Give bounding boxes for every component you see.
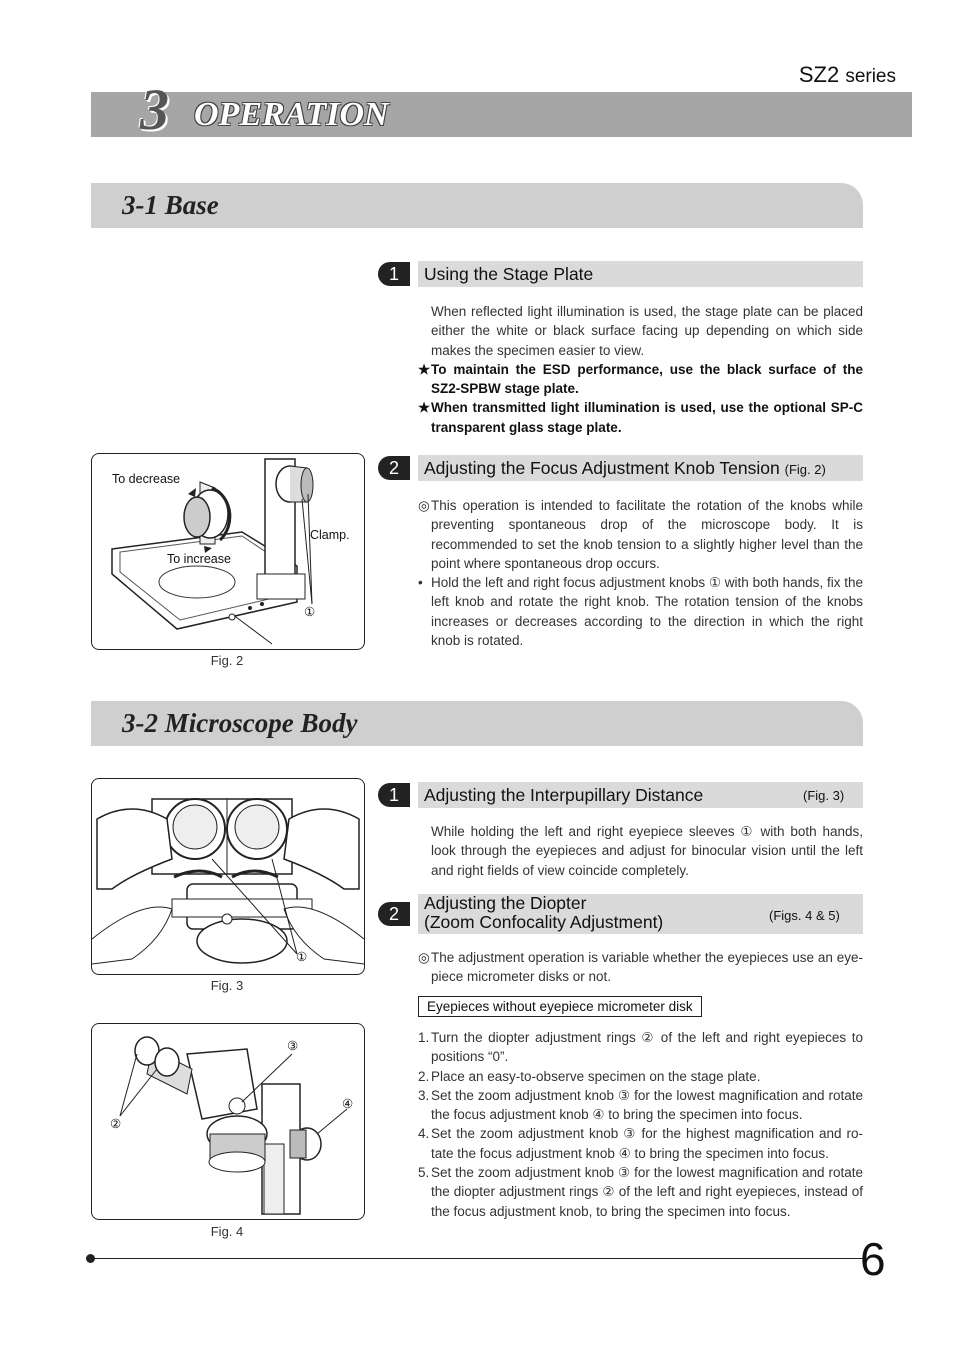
figure-4-illustration [92, 1024, 364, 1219]
double-circle-icon: ◎ [418, 498, 430, 513]
list-item [418, 1028, 863, 1067]
step-badge: 1 [378, 783, 410, 807]
step-number: 5. [418, 1165, 430, 1181]
knob-tension-bullet [418, 573, 863, 650]
figure-4-caption: Fig. 4 [210, 1224, 244, 1239]
step-number: 2. [418, 1068, 430, 1084]
list-item [418, 1124, 863, 1163]
figure-4 [91, 1023, 365, 1220]
figure-reference: (Fig. 2) [784, 462, 826, 477]
callout-3: ③ [287, 1039, 299, 1053]
step-text: Set the zoom adjustment knob ③ for the highest magnification and ro-tate the focus adjustment knob ④ to bring the specimen into focus. [431, 1126, 863, 1161]
subsection-title [424, 458, 826, 479]
step-text: Turn the diopter adjustment rings ② of the left and right eyepieces to positions “0”. [431, 1030, 863, 1065]
footer-rule [90, 1258, 864, 1259]
step-number: 1. [418, 1030, 430, 1045]
callout-1: ① [296, 950, 308, 964]
step-number: 3. [418, 1087, 430, 1103]
star-icon: ★ [418, 400, 431, 416]
figure-3-caption: Fig. 3 [210, 978, 244, 993]
stage-plate-text [418, 302, 863, 437]
step-text: Set the zoom adjustment knob ③ for the lowest magnification and rotate the focus adjustment knob ④ to bring the specimen into focus. [431, 1087, 863, 1123]
step-badge: 2 [378, 902, 410, 926]
page-number: 6 [860, 1233, 886, 1285]
note-glass-text: When transmitted light illumination is used, use the optional SP-C transparent glass stage plate. [431, 400, 863, 435]
note-esd-text: To maintain the ESD performance, use the black surface of the SZ2-SPBW stage plate. [431, 361, 863, 397]
step-badge: 1 [378, 262, 410, 286]
diopter-paragraph: The adjustment operation is variable whether the eyepieces use an eye-piece micrometer disks or not. [431, 950, 863, 985]
stage-plate-paragraph: When reflected light illumination is used, the stage plate can be placed either the white or black surface facing up depending on which side makes the specimen easier to view. [431, 304, 863, 358]
star-icon: ★ [418, 361, 431, 377]
figure-reference: (Fig. 3) [803, 788, 845, 803]
list-item [418, 1163, 863, 1221]
boxed-label: Eyepieces without eyepiece micrometer disk [418, 996, 702, 1017]
subsection-title [424, 894, 663, 932]
chapter-number: 3 [140, 77, 169, 142]
note-glass [418, 398, 863, 437]
diopter-note-row [418, 948, 863, 987]
diopter-title-line1: Adjusting the Diopter [424, 893, 587, 913]
note-esd [418, 360, 863, 399]
list-item [418, 1086, 863, 1125]
double-circle-icon: ◎ [418, 950, 430, 965]
chapter-title: OPERATION [194, 96, 389, 133]
bullet-icon: • [418, 575, 423, 591]
knob-tension-title: Adjusting the Focus Adjustment Knob Tension [424, 458, 780, 478]
series-suffix: series [845, 66, 896, 87]
subsection-title: Using the Stage Plate [424, 264, 594, 284]
series-main: SZ2 [798, 62, 840, 87]
knob-tension-text [418, 496, 863, 650]
ipd-paragraph: While holding the left and right eyepiece sleeves ① with both hands, look through the eyepieces and adjust for binocular vision until the left and right fields of view coincide completely. [431, 824, 863, 878]
callout-1: ① [304, 605, 316, 619]
callout-4: ④ [342, 1097, 354, 1111]
step-number: 4. [418, 1126, 430, 1142]
series-label [799, 62, 896, 88]
figure-3 [91, 778, 365, 975]
figure-2 [91, 453, 365, 650]
callout-2: ② [110, 1117, 122, 1131]
label-clamp: Clamp. [310, 528, 350, 542]
label-to-increase: To increase [167, 552, 231, 566]
diopter-title-line2: (Zoom Confocality Adjustment) [424, 912, 664, 932]
subsection-title: Adjusting the Interpupillary Distance [424, 785, 704, 805]
figure-reference: (Figs. 4 & 5) [769, 908, 840, 923]
knob-tension-para2: Hold the left and right focus adjustment knobs ① with both hands, fix the left knob and rotate the right knob. The rotation tension of the knobs increases or decreases according to the direction in which the right knob is rotated. [431, 575, 863, 649]
list-item [418, 1067, 863, 1086]
step-text: Place an easy-to-observe specimen on the stage plate. [431, 1068, 761, 1084]
section-title-body: 3-2 Microscope Body [122, 708, 358, 738]
figure-2-caption: Fig. 2 [210, 653, 244, 668]
footer-dot [86, 1254, 95, 1263]
section-title-base: 3-1 Base [122, 190, 219, 220]
step-badge: 2 [378, 456, 410, 480]
label-to-decrease: To decrease [112, 472, 181, 486]
step-text: Set the zoom adjustment knob ③ for the lowest magnification and rotate the diopter adjustment rings ② of the left and right eyepieces, instead of the focus adjustment knob, to bring the specimen into focus. [431, 1165, 863, 1219]
diopter-note [418, 948, 863, 987]
diopter-steps [418, 1028, 863, 1221]
knob-tension-para1: This operation is intended to facilitate the rotation of the knobs while preventing spontaneous drop of the microscope body. It is recommended to set the knob tension to a slightly higher level than the point where spontaneous drop occurs. [431, 498, 863, 571]
step-list [418, 1028, 863, 1221]
knob-tension-note [418, 496, 863, 573]
figure-3-illustration [92, 779, 364, 974]
